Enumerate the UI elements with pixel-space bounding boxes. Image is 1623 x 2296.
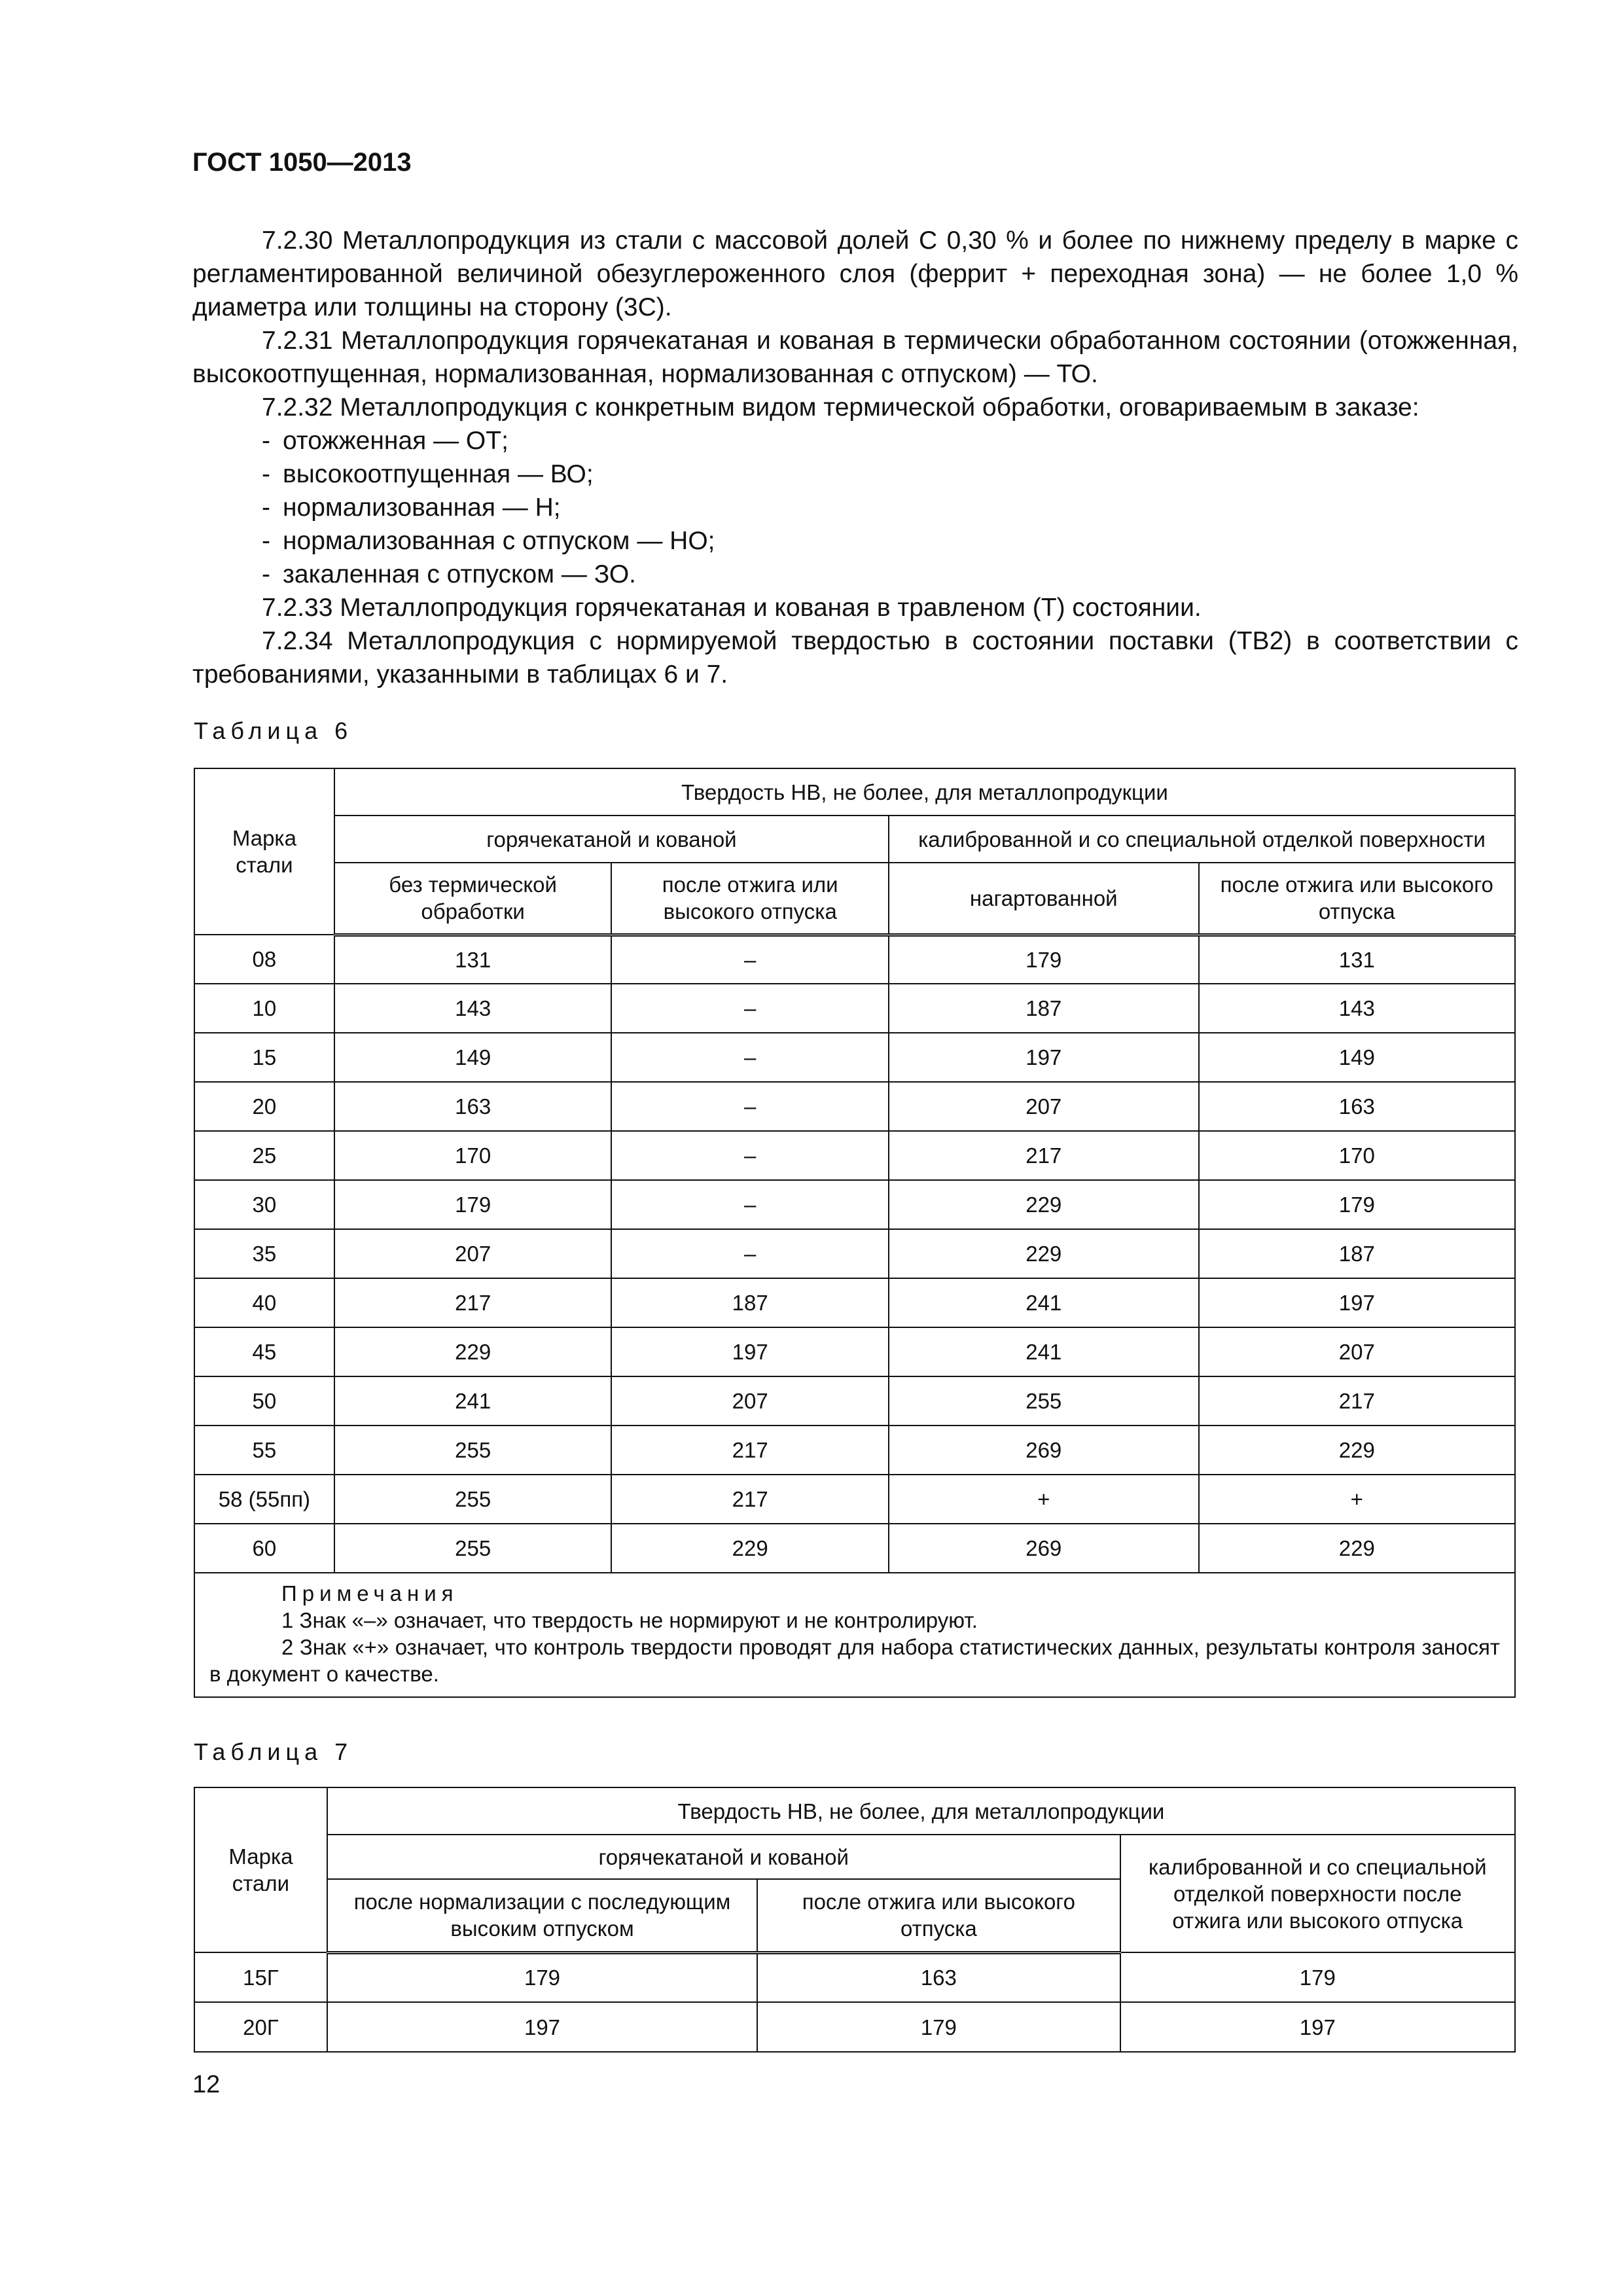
table-row: 35 207 – 229 187 bbox=[194, 1229, 1515, 1278]
table-row: 55 255 217 269 229 bbox=[194, 1426, 1515, 1475]
list-item: - нормализованная — Н; bbox=[262, 493, 561, 522]
table7-caption: Таблица 7 bbox=[194, 1738, 353, 1765]
table-row: 25 170 – 217 170 bbox=[194, 1131, 1515, 1180]
list-item: - высокоотпущенная — ВО; bbox=[262, 460, 594, 488]
body-text bbox=[192, 224, 1518, 691]
header-annealed: после отжига или высокого отпуска bbox=[757, 1879, 1120, 1952]
table-row: 10 143 – 187 143 bbox=[194, 984, 1515, 1033]
note-2: 2 Знак «+» означает, что контроль твердости проводят для набора статистических данных, результаты контроля заносят в документ о качестве. bbox=[209, 1635, 1500, 1686]
list-item: - отожженная — ОТ; bbox=[262, 427, 508, 455]
note-1: 1 Знак «–» означает, что твердость не нормируют и не контролируют. bbox=[281, 1608, 978, 1632]
hardness-table-6 bbox=[194, 768, 1516, 1698]
header-cold-worked: нагартованной bbox=[889, 863, 1199, 935]
header-normalized-tempered: после нормализации с последующим высоким отпуском bbox=[327, 1879, 757, 1952]
table-row: 30 179 – 229 179 bbox=[194, 1180, 1515, 1229]
paragraph-7-2-31: 7.2.31 Металлопродукция горячекатаная и кованая в термически обработанном состоянии (отожженная, высокоотпущенная, нормализованная, нормализованная с отпуском) — ТО. bbox=[192, 327, 1518, 388]
table6-caption: Таблица 6 bbox=[194, 717, 353, 744]
table-row: 40 217 187 241 197 bbox=[194, 1278, 1515, 1327]
header-annealed: после отжига или высокого отпуска bbox=[611, 863, 889, 935]
header-grade: Марка стали bbox=[194, 768, 334, 935]
paragraph-7-2-30: 7.2.30 Металлопродукция из стали с массовой долей С 0,30 % и более по нижнему пределу в марке с регламентированной величиной обезуглероженного слоя (феррит + переходная зона) — не более 1,0 % диаметра или толщины на сторону (3С). bbox=[192, 226, 1518, 321]
notes-title: Примечания bbox=[281, 1581, 459, 1605]
page-number: 12 bbox=[192, 2071, 221, 2098]
table-row: 20 163 – 207 163 bbox=[194, 1082, 1515, 1131]
header-calibrated: калиброванной и со специальной отделкой поверхности после отжига или высокого отпуска bbox=[1120, 1835, 1515, 1952]
header-main: Твердость НВ, не более, для металлопродукции bbox=[327, 1787, 1515, 1835]
table-row: 50 241 207 255 217 bbox=[194, 1376, 1515, 1426]
header-main: Твердость НВ, не более, для металлопродукции bbox=[334, 768, 1515, 816]
table-row: 45 229 197 241 207 bbox=[194, 1327, 1515, 1376]
header-no-heat-treatment: без термической обработки bbox=[334, 863, 612, 935]
list-item: - закаленная с отпуском — ЗО. bbox=[262, 560, 637, 588]
header-grade: Марка стали bbox=[194, 1787, 327, 1952]
table-row: 58 (55пп) 255 217 + + bbox=[194, 1475, 1515, 1524]
header-group-calibrated: калиброванной и со специальной отделкой поверхности bbox=[889, 816, 1515, 863]
paragraph-7-2-34: 7.2.34 Металлопродукция с нормируемой твердостью в состоянии поставки (ТВ2) в соответствии с требованиями, указанными в таблицах 6 и 7. bbox=[192, 627, 1518, 689]
hardness-table-7 bbox=[194, 1787, 1516, 2053]
table-notes bbox=[194, 1573, 1515, 1697]
list-item: - нормализованная с отпуском — НО; bbox=[262, 527, 715, 555]
paragraph-7-2-33: 7.2.33 Металлопродукция горячекатаная и кованая в травленом (Т) состоянии. bbox=[262, 594, 1202, 622]
header-group-hot: горячекатаной и кованой bbox=[334, 816, 889, 863]
standard-header: ГОСТ 1050—2013 bbox=[192, 148, 412, 177]
header-calibrated-annealed: после отжига или высокого отпуска bbox=[1199, 863, 1515, 935]
table-row: 15 149 – 197 149 bbox=[194, 1033, 1515, 1082]
paragraph-7-2-32: 7.2.32 Металлопродукция с конкретным видом термической обработки, оговариваемым в заказе: bbox=[262, 393, 1419, 422]
table-row: 60 255 229 269 229 bbox=[194, 1524, 1515, 1573]
header-group-hot: горячекатаной и кованой bbox=[327, 1835, 1120, 1879]
table-row: 08 131 – 179 131 bbox=[194, 935, 1515, 984]
table-row: 15Г 179 163 179 bbox=[194, 1952, 1515, 2002]
table-row: 20Г 197 179 197 bbox=[194, 2002, 1515, 2052]
